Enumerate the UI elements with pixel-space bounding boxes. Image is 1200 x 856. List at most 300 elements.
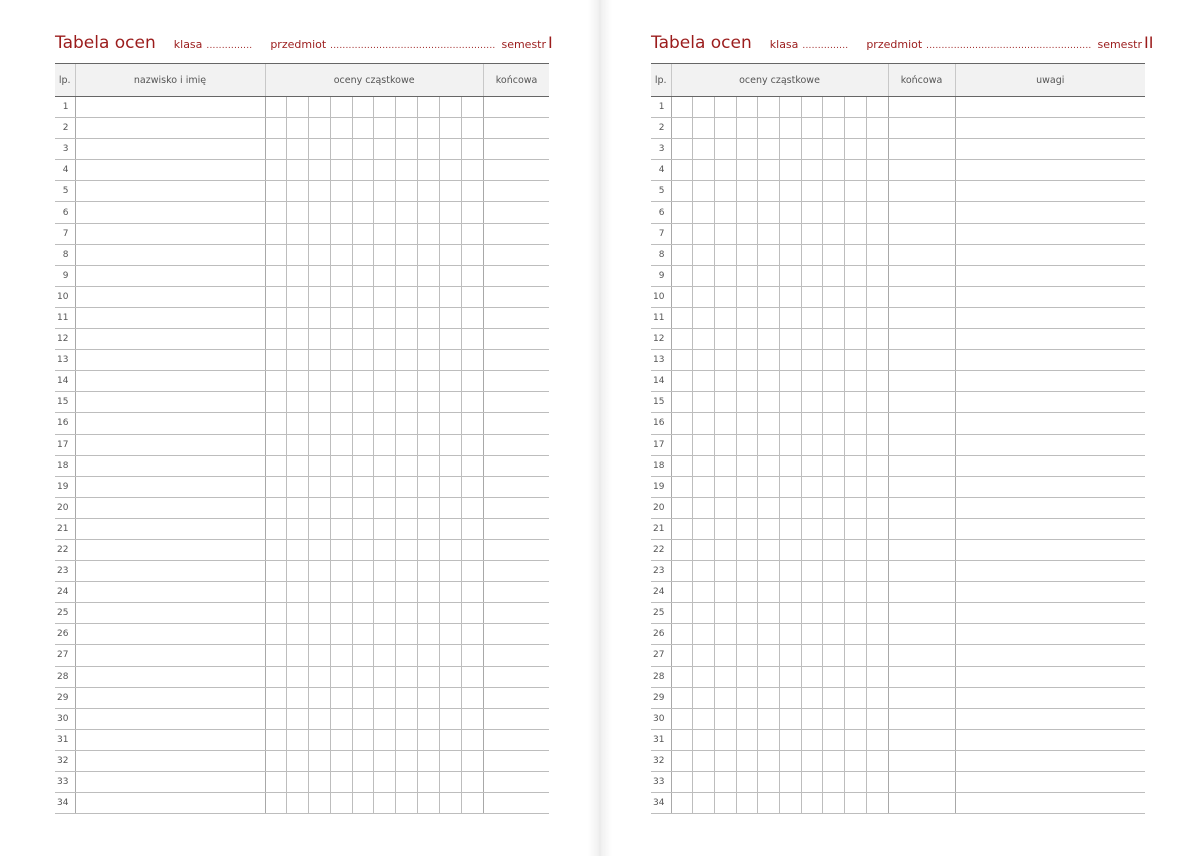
grade-cell[interactable] <box>801 455 823 476</box>
grade-cell[interactable] <box>736 708 758 729</box>
grade-cell[interactable] <box>374 181 396 202</box>
grade-cell[interactable] <box>418 793 440 814</box>
grade-cell[interactable] <box>330 793 352 814</box>
grade-cell[interactable] <box>439 434 461 455</box>
grade-cell[interactable] <box>309 434 331 455</box>
grade-cell[interactable] <box>714 750 736 771</box>
grade-cell[interactable] <box>823 413 845 434</box>
notes-cell[interactable] <box>955 729 1145 750</box>
grade-cell[interactable] <box>779 582 801 603</box>
grade-cell[interactable] <box>352 518 374 539</box>
grade-cell[interactable] <box>439 582 461 603</box>
grade-cell[interactable] <box>309 603 331 624</box>
grade-cell[interactable] <box>287 181 309 202</box>
grade-cell[interactable] <box>287 497 309 518</box>
grade-cell[interactable] <box>866 286 888 307</box>
grade-cell[interactable] <box>758 307 780 328</box>
grade-cell[interactable] <box>439 497 461 518</box>
grade-cell[interactable] <box>801 582 823 603</box>
grade-cell[interactable] <box>866 97 888 118</box>
grade-cell[interactable] <box>671 624 693 645</box>
grade-cell[interactable] <box>779 118 801 139</box>
grade-cell[interactable] <box>693 244 715 265</box>
grade-cell[interactable] <box>461 329 483 350</box>
grade-cell[interactable] <box>439 708 461 729</box>
grade-cell[interactable] <box>287 392 309 413</box>
grade-cell[interactable] <box>461 265 483 286</box>
grade-cell[interactable] <box>265 561 287 582</box>
notes-cell[interactable] <box>955 582 1145 603</box>
grade-cell[interactable] <box>439 750 461 771</box>
final-grade-cell[interactable] <box>888 244 955 265</box>
grade-cell[interactable] <box>439 118 461 139</box>
grade-cell[interactable] <box>758 160 780 181</box>
final-grade-cell[interactable] <box>483 202 549 223</box>
grade-cell[interactable] <box>287 772 309 793</box>
grade-cell[interactable] <box>671 518 693 539</box>
grade-cell[interactable] <box>671 729 693 750</box>
grade-cell[interactable] <box>823 118 845 139</box>
grade-cell[interactable] <box>352 687 374 708</box>
grade-cell[interactable] <box>671 223 693 244</box>
grade-cell[interactable] <box>396 687 418 708</box>
final-grade-cell[interactable] <box>483 329 549 350</box>
grade-cell[interactable] <box>801 392 823 413</box>
grade-cell[interactable] <box>801 286 823 307</box>
grade-cell[interactable] <box>801 97 823 118</box>
grade-cell[interactable] <box>352 118 374 139</box>
grade-cell[interactable] <box>374 603 396 624</box>
grade-cell[interactable] <box>287 244 309 265</box>
grade-cell[interactable] <box>693 561 715 582</box>
grade-cell[interactable] <box>287 202 309 223</box>
grade-cell[interactable] <box>714 265 736 286</box>
final-grade-cell[interactable] <box>483 350 549 371</box>
notes-cell[interactable] <box>955 392 1145 413</box>
grade-cell[interactable] <box>779 750 801 771</box>
grade-cell[interactable] <box>736 455 758 476</box>
grade-cell[interactable] <box>265 371 287 392</box>
grade-cell[interactable] <box>374 160 396 181</box>
grade-cell[interactable] <box>330 687 352 708</box>
grade-cell[interactable] <box>330 645 352 666</box>
grade-cell[interactable] <box>779 666 801 687</box>
grade-cell[interactable] <box>736 118 758 139</box>
grade-cell[interactable] <box>801 244 823 265</box>
grade-cell[interactable] <box>396 350 418 371</box>
grade-cell[interactable] <box>779 307 801 328</box>
grade-cell[interactable] <box>418 518 440 539</box>
grade-cell[interactable] <box>801 772 823 793</box>
grade-cell[interactable] <box>418 708 440 729</box>
final-grade-cell[interactable] <box>483 793 549 814</box>
final-grade-cell[interactable] <box>483 772 549 793</box>
grade-cell[interactable] <box>671 202 693 223</box>
grade-cell[interactable] <box>330 497 352 518</box>
notes-cell[interactable] <box>955 265 1145 286</box>
final-grade-cell[interactable] <box>888 645 955 666</box>
grade-cell[interactable] <box>461 729 483 750</box>
final-grade-cell[interactable] <box>483 118 549 139</box>
grade-cell[interactable] <box>845 371 867 392</box>
grade-cell[interactable] <box>330 350 352 371</box>
grade-cell[interactable] <box>309 139 331 160</box>
grade-cell[interactable] <box>845 708 867 729</box>
grade-cell[interactable] <box>352 350 374 371</box>
grade-cell[interactable] <box>801 371 823 392</box>
grade-cell[interactable] <box>693 181 715 202</box>
grade-cell[interactable] <box>287 518 309 539</box>
grade-cell[interactable] <box>866 455 888 476</box>
grade-cell[interactable] <box>714 476 736 497</box>
grade-cell[interactable] <box>845 413 867 434</box>
final-grade-cell[interactable] <box>483 139 549 160</box>
notes-cell[interactable] <box>955 750 1145 771</box>
grade-cell[interactable] <box>736 666 758 687</box>
grade-cell[interactable] <box>309 497 331 518</box>
grade-cell[interactable] <box>779 708 801 729</box>
final-grade-cell[interactable] <box>888 434 955 455</box>
grade-cell[interactable] <box>693 223 715 244</box>
name-cell[interactable] <box>75 539 265 560</box>
grade-cell[interactable] <box>845 497 867 518</box>
final-grade-cell[interactable] <box>888 139 955 160</box>
notes-cell[interactable] <box>955 772 1145 793</box>
grade-cell[interactable] <box>866 497 888 518</box>
grade-cell[interactable] <box>418 244 440 265</box>
grade-cell[interactable] <box>693 603 715 624</box>
grade-cell[interactable] <box>352 413 374 434</box>
name-cell[interactable] <box>75 624 265 645</box>
grade-cell[interactable] <box>287 223 309 244</box>
grade-cell[interactable] <box>736 202 758 223</box>
grade-cell[interactable] <box>845 729 867 750</box>
grade-cell[interactable] <box>779 160 801 181</box>
grade-cell[interactable] <box>374 497 396 518</box>
grade-cell[interactable] <box>330 307 352 328</box>
grade-cell[interactable] <box>823 202 845 223</box>
grade-cell[interactable] <box>801 624 823 645</box>
grade-cell[interactable] <box>845 518 867 539</box>
grade-cell[interactable] <box>396 793 418 814</box>
final-grade-cell[interactable] <box>483 181 549 202</box>
grade-cell[interactable] <box>801 539 823 560</box>
grade-cell[interactable] <box>714 181 736 202</box>
grade-cell[interactable] <box>779 729 801 750</box>
final-grade-cell[interactable] <box>888 624 955 645</box>
grade-cell[interactable] <box>461 497 483 518</box>
grade-cell[interactable] <box>309 350 331 371</box>
final-grade-cell[interactable] <box>888 202 955 223</box>
grade-cell[interactable] <box>823 497 845 518</box>
final-grade-cell[interactable] <box>483 286 549 307</box>
grade-cell[interactable] <box>671 497 693 518</box>
grade-cell[interactable] <box>309 708 331 729</box>
grade-cell[interactable] <box>866 750 888 771</box>
grade-cell[interactable] <box>439 476 461 497</box>
grade-cell[interactable] <box>736 497 758 518</box>
grade-cell[interactable] <box>736 350 758 371</box>
grade-cell[interactable] <box>693 518 715 539</box>
grade-cell[interactable] <box>265 518 287 539</box>
name-cell[interactable] <box>75 772 265 793</box>
grade-cell[interactable] <box>758 455 780 476</box>
grade-cell[interactable] <box>736 160 758 181</box>
grade-cell[interactable] <box>265 139 287 160</box>
grade-cell[interactable] <box>736 518 758 539</box>
notes-cell[interactable] <box>955 434 1145 455</box>
grade-cell[interactable] <box>758 329 780 350</box>
grade-cell[interactable] <box>714 582 736 603</box>
grade-cell[interactable] <box>714 371 736 392</box>
grade-cell[interactable] <box>418 392 440 413</box>
grade-cell[interactable] <box>758 624 780 645</box>
grade-cell[interactable] <box>801 350 823 371</box>
grade-cell[interactable] <box>265 392 287 413</box>
grade-cell[interactable] <box>330 286 352 307</box>
grade-cell[interactable] <box>352 561 374 582</box>
grade-cell[interactable] <box>801 413 823 434</box>
grade-cell[interactable] <box>374 329 396 350</box>
grade-cell[interactable] <box>439 265 461 286</box>
grade-cell[interactable] <box>866 223 888 244</box>
grade-cell[interactable] <box>396 708 418 729</box>
final-grade-cell[interactable] <box>888 160 955 181</box>
grade-cell[interactable] <box>779 244 801 265</box>
grade-cell[interactable] <box>418 666 440 687</box>
grade-cell[interactable] <box>374 223 396 244</box>
grade-cell[interactable] <box>823 160 845 181</box>
grade-cell[interactable] <box>801 265 823 286</box>
grade-cell[interactable] <box>287 455 309 476</box>
grade-cell[interactable] <box>823 772 845 793</box>
grade-cell[interactable] <box>866 729 888 750</box>
grade-cell[interactable] <box>461 350 483 371</box>
grade-cell[interactable] <box>265 772 287 793</box>
grade-cell[interactable] <box>352 539 374 560</box>
grade-cell[interactable] <box>418 687 440 708</box>
notes-cell[interactable] <box>955 518 1145 539</box>
grade-cell[interactable] <box>352 181 374 202</box>
grade-cell[interactable] <box>845 434 867 455</box>
grade-cell[interactable] <box>823 371 845 392</box>
grade-cell[interactable] <box>330 265 352 286</box>
grade-cell[interactable] <box>265 286 287 307</box>
grade-cell[interactable] <box>671 582 693 603</box>
grade-cell[interactable] <box>823 181 845 202</box>
grade-cell[interactable] <box>845 687 867 708</box>
grade-cell[interactable] <box>439 392 461 413</box>
grade-cell[interactable] <box>758 708 780 729</box>
grade-cell[interactable] <box>309 582 331 603</box>
grade-cell[interactable] <box>736 561 758 582</box>
grade-cell[interactable] <box>309 687 331 708</box>
grade-cell[interactable] <box>866 708 888 729</box>
grade-cell[interactable] <box>418 476 440 497</box>
grade-cell[interactable] <box>779 97 801 118</box>
grade-cell[interactable] <box>693 750 715 771</box>
grade-cell[interactable] <box>265 307 287 328</box>
grade-cell[interactable] <box>330 455 352 476</box>
grade-cell[interactable] <box>374 772 396 793</box>
grade-cell[interactable] <box>287 286 309 307</box>
grade-cell[interactable] <box>801 329 823 350</box>
grade-cell[interactable] <box>418 97 440 118</box>
grade-cell[interactable] <box>866 772 888 793</box>
grade-cell[interactable] <box>374 434 396 455</box>
grade-cell[interactable] <box>309 729 331 750</box>
final-grade-cell[interactable] <box>888 518 955 539</box>
grade-cell[interactable] <box>714 772 736 793</box>
grade-cell[interactable] <box>374 392 396 413</box>
grade-cell[interactable] <box>287 687 309 708</box>
grade-cell[interactable] <box>671 97 693 118</box>
grade-cell[interactable] <box>823 434 845 455</box>
grade-cell[interactable] <box>265 603 287 624</box>
grade-cell[interactable] <box>309 645 331 666</box>
name-cell[interactable] <box>75 793 265 814</box>
grade-cell[interactable] <box>823 307 845 328</box>
grade-cell[interactable] <box>823 350 845 371</box>
grade-cell[interactable] <box>418 202 440 223</box>
name-cell[interactable] <box>75 392 265 413</box>
grade-cell[interactable] <box>374 518 396 539</box>
grade-cell[interactable] <box>845 181 867 202</box>
grade-cell[interactable] <box>265 582 287 603</box>
final-grade-cell[interactable] <box>888 708 955 729</box>
grade-cell[interactable] <box>866 603 888 624</box>
notes-cell[interactable] <box>955 455 1145 476</box>
grade-cell[interactable] <box>758 582 780 603</box>
grade-cell[interactable] <box>845 392 867 413</box>
grade-cell[interactable] <box>265 750 287 771</box>
grade-cell[interactable] <box>866 624 888 645</box>
grade-cell[interactable] <box>758 539 780 560</box>
notes-cell[interactable] <box>955 202 1145 223</box>
final-grade-cell[interactable] <box>483 371 549 392</box>
grade-cell[interactable] <box>693 434 715 455</box>
grade-cell[interactable] <box>671 350 693 371</box>
grade-cell[interactable] <box>736 97 758 118</box>
grade-cell[interactable] <box>693 666 715 687</box>
grade-cell[interactable] <box>287 413 309 434</box>
final-grade-cell[interactable] <box>483 265 549 286</box>
grade-cell[interactable] <box>758 561 780 582</box>
grade-cell[interactable] <box>330 582 352 603</box>
grade-cell[interactable] <box>736 413 758 434</box>
grade-cell[interactable] <box>866 139 888 160</box>
grade-cell[interactable] <box>845 793 867 814</box>
grade-cell[interactable] <box>866 518 888 539</box>
grade-cell[interactable] <box>461 181 483 202</box>
grade-cell[interactable] <box>439 455 461 476</box>
final-grade-cell[interactable] <box>483 392 549 413</box>
grade-cell[interactable] <box>439 286 461 307</box>
grade-cell[interactable] <box>309 476 331 497</box>
grade-cell[interactable] <box>309 750 331 771</box>
grade-cell[interactable] <box>736 139 758 160</box>
grade-cell[interactable] <box>801 666 823 687</box>
grade-cell[interactable] <box>779 476 801 497</box>
grade-cell[interactable] <box>309 265 331 286</box>
grade-cell[interactable] <box>845 455 867 476</box>
grade-cell[interactable] <box>693 687 715 708</box>
notes-cell[interactable] <box>955 223 1145 244</box>
name-cell[interactable] <box>75 497 265 518</box>
final-grade-cell[interactable] <box>888 97 955 118</box>
grade-cell[interactable] <box>352 497 374 518</box>
grade-cell[interactable] <box>374 793 396 814</box>
grade-cell[interactable] <box>866 244 888 265</box>
grade-cell[interactable] <box>352 793 374 814</box>
notes-cell[interactable] <box>955 708 1145 729</box>
grade-cell[interactable] <box>396 265 418 286</box>
final-grade-cell[interactable] <box>483 413 549 434</box>
grade-cell[interactable] <box>461 518 483 539</box>
grade-cell[interactable] <box>309 286 331 307</box>
grade-cell[interactable] <box>671 645 693 666</box>
final-grade-cell[interactable] <box>888 413 955 434</box>
grade-cell[interactable] <box>801 603 823 624</box>
grade-cell[interactable] <box>265 729 287 750</box>
grade-cell[interactable] <box>461 666 483 687</box>
grade-cell[interactable] <box>418 307 440 328</box>
grade-cell[interactable] <box>801 793 823 814</box>
grade-cell[interactable] <box>330 97 352 118</box>
grade-cell[interactable] <box>461 476 483 497</box>
grade-cell[interactable] <box>736 476 758 497</box>
final-grade-cell[interactable] <box>483 518 549 539</box>
grade-cell[interactable] <box>736 307 758 328</box>
grade-cell[interactable] <box>758 434 780 455</box>
grade-cell[interactable] <box>461 413 483 434</box>
grade-cell[interactable] <box>396 561 418 582</box>
grade-cell[interactable] <box>287 729 309 750</box>
grade-cell[interactable] <box>374 350 396 371</box>
final-grade-cell[interactable] <box>888 265 955 286</box>
final-grade-cell[interactable] <box>483 687 549 708</box>
grade-cell[interactable] <box>671 476 693 497</box>
grade-cell[interactable] <box>801 729 823 750</box>
grade-cell[interactable] <box>779 455 801 476</box>
grade-cell[interactable] <box>396 413 418 434</box>
final-grade-cell[interactable] <box>888 392 955 413</box>
grade-cell[interactable] <box>418 750 440 771</box>
grade-cell[interactable] <box>352 750 374 771</box>
grade-cell[interactable] <box>714 160 736 181</box>
final-grade-cell[interactable] <box>888 286 955 307</box>
name-cell[interactable] <box>75 708 265 729</box>
grade-cell[interactable] <box>736 329 758 350</box>
grade-cell[interactable] <box>352 202 374 223</box>
name-cell[interactable] <box>75 97 265 118</box>
grade-cell[interactable] <box>671 687 693 708</box>
grade-cell[interactable] <box>779 539 801 560</box>
grade-cell[interactable] <box>736 371 758 392</box>
grade-cell[interactable] <box>352 97 374 118</box>
grade-cell[interactable] <box>736 265 758 286</box>
grade-cell[interactable] <box>418 139 440 160</box>
grade-cell[interactable] <box>758 772 780 793</box>
grade-cell[interactable] <box>779 202 801 223</box>
grade-cell[interactable] <box>714 350 736 371</box>
grade-cell[interactable] <box>866 793 888 814</box>
grade-cell[interactable] <box>265 645 287 666</box>
name-cell[interactable] <box>75 139 265 160</box>
grade-cell[interactable] <box>845 286 867 307</box>
grade-cell[interactable] <box>439 561 461 582</box>
name-cell[interactable] <box>75 371 265 392</box>
